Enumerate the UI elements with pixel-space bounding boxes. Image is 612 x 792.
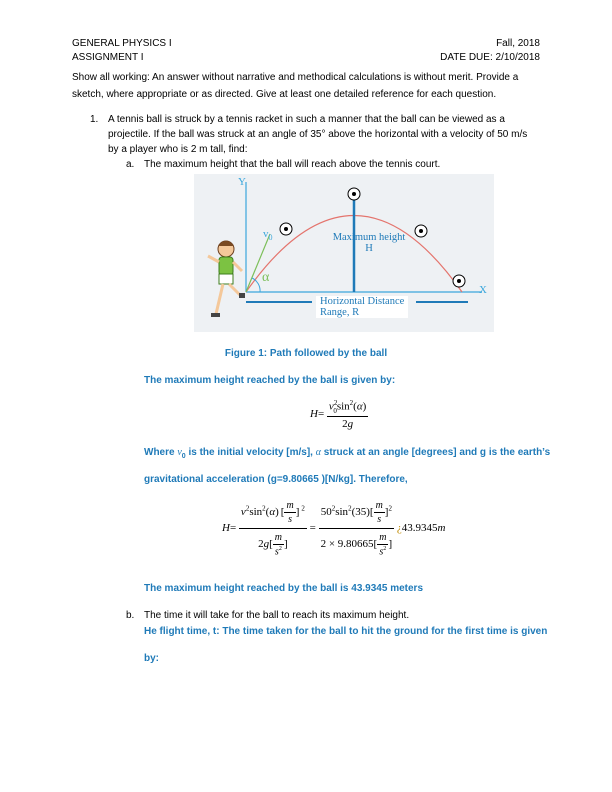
where-line-1: Where $v_0$ is the initial velocity [m/s], α struck at an angle [degrees] and g is the earth’s	[144, 447, 551, 460]
ball-icon	[415, 225, 427, 237]
answer-b-line-1: He flight time, t: The time taken for the ball to hit the ground for the first time is given	[144, 626, 548, 637]
course-title: GENERAL PHYSICS I	[72, 38, 172, 49]
question-line-2: projectile. If the ball was struck at an angle of 35° above the horizontal with a velocity of 50 m/s	[108, 129, 528, 140]
ball-icon	[453, 275, 465, 287]
answer-a-intro: The maximum height reached by the ball is given by:	[144, 375, 396, 386]
projectile-figure	[194, 174, 494, 332]
y-axis-label: Y	[238, 176, 246, 188]
question-line-1: A tennis ball is struck by a tennis racket in such a manner that the ball can be viewed as a	[108, 114, 505, 125]
part-a-label: a.	[126, 159, 135, 170]
answer-a-result: The maximum height reached by the ball is 43.9345 meters	[144, 583, 423, 594]
part-b-text: The time it will take for the ball to reach its maximum height.	[144, 610, 410, 621]
v0-label: $v_0$	[263, 228, 273, 243]
part-a-text: The maximum height that the ball will reach above the tennis court.	[144, 159, 441, 170]
question-number: 1.	[90, 114, 99, 125]
ball-icon	[280, 223, 292, 235]
max-height-label: Maximum height H	[332, 232, 406, 254]
instructions-line-2: sketch, where appropriate or as directed. Give at least one detailed reference for each question.	[72, 89, 497, 100]
max-height-formula: H= $\frac{v^2_0\sin^2(\alpha)}{2g}$	[310, 399, 367, 430]
term-label: Fall, 2018	[496, 38, 540, 49]
ball-icon	[348, 188, 360, 200]
figure-caption: Figure 1: Path followed by the ball	[224, 348, 388, 359]
due-date: DATE DUE: 2/10/2018	[440, 52, 540, 63]
where-line-2: gravitational acceleration (g=9.80665 )[N/kg]. Therefore,	[144, 474, 408, 485]
instructions-line-1: Show all working: An answer without narrative and methodical calculations is without merit. Provide a	[72, 72, 519, 83]
angle-arc	[252, 278, 260, 292]
assignment-title: ASSIGNMENT I	[72, 52, 144, 63]
player-illustration	[208, 241, 245, 317]
range-label: Horizontal Distance Range, R	[316, 296, 408, 318]
part-b-label: b.	[126, 610, 135, 621]
answer-b-line-2: by:	[144, 653, 159, 664]
alpha-label: α	[262, 270, 270, 285]
calculation-formula: H= $v^2\sin^2(\alpha)$ [ $\frac{m}{s}$ ] $^2$ 2g[ $\frac{m}{s^2}$ ] = $50^2\sin^2(35)$[ $\frac{m}{s}$ ]$^2$ 2 × 9.80665[ $\frac{m}{s^2}$ ] ¿43.9345m	[222, 500, 446, 558]
question-line-3: by a player who is 2 m tall, find:	[108, 144, 248, 155]
x-axis-label: X	[479, 284, 487, 296]
